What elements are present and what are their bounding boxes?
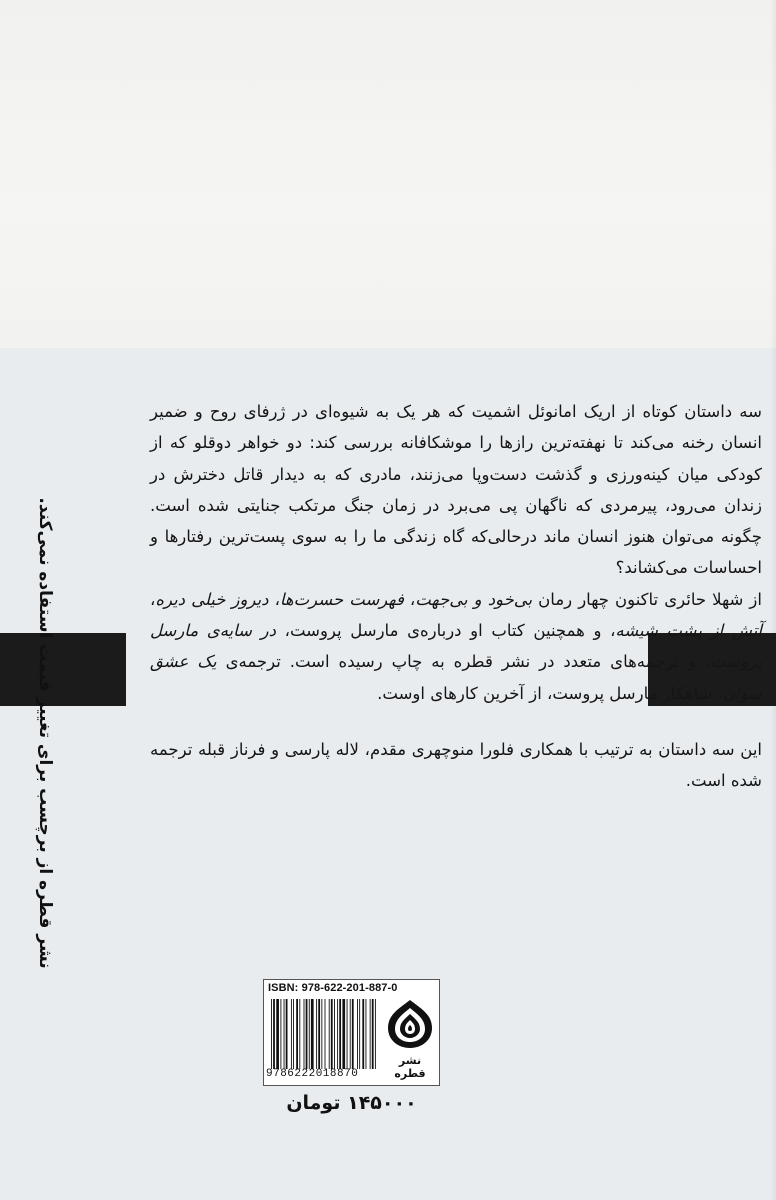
translators-paragraph (150, 734, 762, 797)
description-line: موشکافانه بررسی کند: دو خواهر دوقلو که از کودکی میان کینه‌ورزی (150, 433, 762, 484)
barcode-stripe (352, 999, 354, 1069)
barcode-stripe (311, 999, 314, 1069)
book-title: فهرست حسرت‌ها (279, 589, 404, 609)
barcode-stripe (280, 999, 281, 1069)
barcode-stripe (299, 999, 300, 1069)
description-line: زندان می‌رود، پیرمردی که ناگهان پی می‌برد در زمان جنگ مرتکب (288, 495, 763, 515)
barcode-stripe (342, 999, 345, 1069)
translators-line: فرناز قبله ترجمه شده است. (150, 739, 762, 791)
barcode-stripe (293, 999, 294, 1069)
bio-text: ، (268, 589, 280, 609)
barcode-stripe (325, 999, 326, 1069)
barcode-stripe (366, 999, 367, 1069)
publisher-name: نشر قطره (394, 1054, 426, 1080)
barcode-stripe (350, 999, 351, 1069)
bio-text: ، (403, 589, 416, 609)
barcode-stripe (306, 999, 308, 1069)
bio-text: ، و همچنین کتاب او درباره‌ی مارسل پروست، (275, 621, 616, 641)
barcode-stripe (286, 999, 288, 1069)
barcode-stripe (357, 999, 358, 1069)
barcode-stripe (318, 999, 320, 1069)
barcode-stripe (273, 999, 275, 1069)
back-cover-text (150, 396, 762, 797)
translators-line: این سه داستان به ترتیب با همکاری فلورا منوچهری مقدم، لاله پارسی و (271, 739, 762, 759)
bio-text: از شهلا حائری تاکنون چهار رمان (532, 589, 762, 609)
description-line: و گذشت دست‌وپا می‌زنند، مادری که به دیدار قاتل دخترش در (150, 464, 598, 484)
barcode-stripe (331, 999, 333, 1069)
book-title: بی‌خود و بی‌جهت (415, 589, 533, 609)
bio-text: ، شاهکار مارسل پروست، از آخرین کارهای اوست. (377, 683, 723, 703)
bio-text: ، و ترجمه‌های متعدد در نشر قطره به چاپ رسیده است. ترجمه‌ی (216, 652, 711, 672)
publisher-logo-icon (386, 998, 434, 1050)
barcode-box (263, 979, 440, 1086)
description-paragraph (150, 396, 762, 584)
book-title: دیروز خیلی دیره (155, 589, 269, 609)
barcode-stripe (291, 999, 292, 1069)
barcode-stripe (296, 999, 298, 1069)
barcode-stripe (372, 999, 374, 1069)
price-sticker-note: نشر قطره از برچسب برای تغییر قیمت استفاده نمی‌کند. (35, 497, 55, 969)
description-line: سه داستان کوتاه از اریک امانوئل اشمیت که هر یک به شیوه‌ای در (292, 402, 762, 421)
barcode-stripe (276, 999, 279, 1069)
barcode-stripe (271, 999, 272, 1069)
barcode-number: 9786222018870 (266, 1068, 359, 1080)
book-title: آتش از پشت شیشه (615, 621, 762, 641)
price-label: ۱۴۵۰۰۰ تومان (286, 1092, 417, 1114)
barcode-stripe (309, 999, 310, 1069)
barcode-stripe (316, 999, 317, 1069)
barcode-bars (270, 999, 378, 1069)
isbn-text: ISBN: 978-622-201-887-0 (268, 982, 398, 994)
barcode-stripe (284, 999, 285, 1069)
cover-top-area (0, 0, 776, 348)
barcode-stripe (304, 999, 305, 1069)
barcode-stripe (370, 999, 371, 1069)
bio-text: ، (150, 589, 156, 609)
description-line: ژرفای روح و ضمیر انسان رخنه می‌کند تا نهفته‌ترین رازها را (150, 402, 763, 453)
barcode-stripe (359, 999, 360, 1069)
barcode-stripe (337, 999, 338, 1069)
barcode-stripe (321, 999, 322, 1069)
description-line: جنایتی شده است. چگونه می‌توان هنوز انسان ماند درحالی‌که گاه (150, 495, 762, 547)
barcode-stripe (362, 999, 364, 1069)
barcode-stripe (375, 999, 376, 1069)
barcode-stripe (329, 999, 330, 1069)
book-title: در سایه‌ی مارسل پروست (150, 621, 762, 672)
book-title: یک عشق سوان (150, 652, 762, 703)
barcode-stripe (339, 999, 341, 1069)
paragraph-spacer (150, 709, 762, 734)
barcode-stripe (347, 999, 348, 1069)
description-line: زندگی ما را به سوی پست‌ترین رفتارها و احساسات می‌کشاند؟ (150, 527, 762, 578)
barcode-stripe (334, 999, 335, 1069)
cover-spine-edge (770, 0, 776, 1200)
author-bio-paragraph (150, 584, 762, 709)
